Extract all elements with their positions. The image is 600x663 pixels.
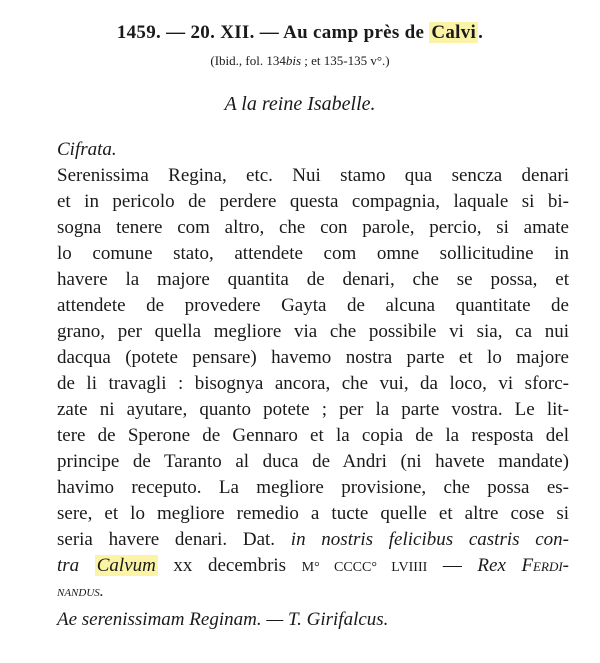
addressee-line: A la reine Isabelle. bbox=[224, 93, 376, 115]
closing-line: Ae serenissimam Reginam. — T. Girifalcus. bbox=[57, 609, 389, 630]
year-numeral: M° CCCC° LVIIII bbox=[301, 560, 428, 575]
body-line-17: nandus. bbox=[57, 583, 104, 600]
source-reference: (Ibid., fol. 134bis ; et 135-135 v°.) bbox=[210, 53, 390, 68]
body-line-15: seria havere denari. Dat. in nostris felicibus castris con- bbox=[57, 529, 570, 550]
body-line-8: dacqua (potete pensare) havemo nostra parte et lo majore bbox=[57, 347, 569, 368]
body-line-14: sere, et lo megliore remedio a tucte quelle et altre cose si bbox=[57, 503, 569, 524]
highlighted-word-calvum: Calvum bbox=[96, 555, 156, 576]
body-line-9: de li travagli : bisognya ancora, che vui, da loco, vi sforc- bbox=[57, 373, 569, 394]
body-line-10: zate ni ayutare, quanto potete ; per la parte vostra. Le lit- bbox=[57, 399, 569, 420]
body-line-3: sogna tenere com altro, che con parole, percio, si amate bbox=[57, 217, 569, 238]
body-line-7: grano, per quella megliore via che possibile vi sia, ca nui bbox=[57, 321, 569, 342]
highlighted-place-calvi: Calvi bbox=[431, 22, 477, 43]
body-line-13: havimo receputo. La megliore provisione, che possa es- bbox=[57, 477, 569, 498]
body-line-4: lo comune stato, attendete com omne sollicitudine in bbox=[57, 243, 569, 264]
document-date: 20. XII. bbox=[190, 22, 255, 43]
document-heading: 1459. — 20. XII. — Au camp près de Calvi . bbox=[116, 22, 484, 43]
body-line-16: tra Calvum xx decembris M° CCCC° LVIIII — Rex Ferdi- bbox=[57, 555, 569, 576]
signature-ferdi: Ferdi- bbox=[521, 555, 569, 576]
body-line-6: attendete de provedere Gayta de alcuna quantitate de bbox=[57, 295, 569, 316]
body-line-1: Serenissima Regina, etc. Nui stamo qua sencza denari bbox=[57, 165, 569, 186]
body-line-12: principe de Taranto al duca de Andri (ni havete mandate) bbox=[57, 451, 569, 472]
body-line-11: tere de Sperone de Gennaro et la copia de la resposta del bbox=[57, 425, 569, 446]
cipher-label: Cifrata. bbox=[57, 139, 117, 160]
document-place: Au camp près de bbox=[283, 22, 425, 43]
body-line-5: havere la majore quantita de denari, che se possa, et bbox=[57, 269, 569, 290]
dating-clause: in nostris felicibus castris con- bbox=[290, 529, 570, 550]
document-number: 1459. bbox=[116, 22, 162, 43]
body-line-2: et in pericolo de perdere questa compagnia, laquale si bi- bbox=[57, 191, 569, 212]
